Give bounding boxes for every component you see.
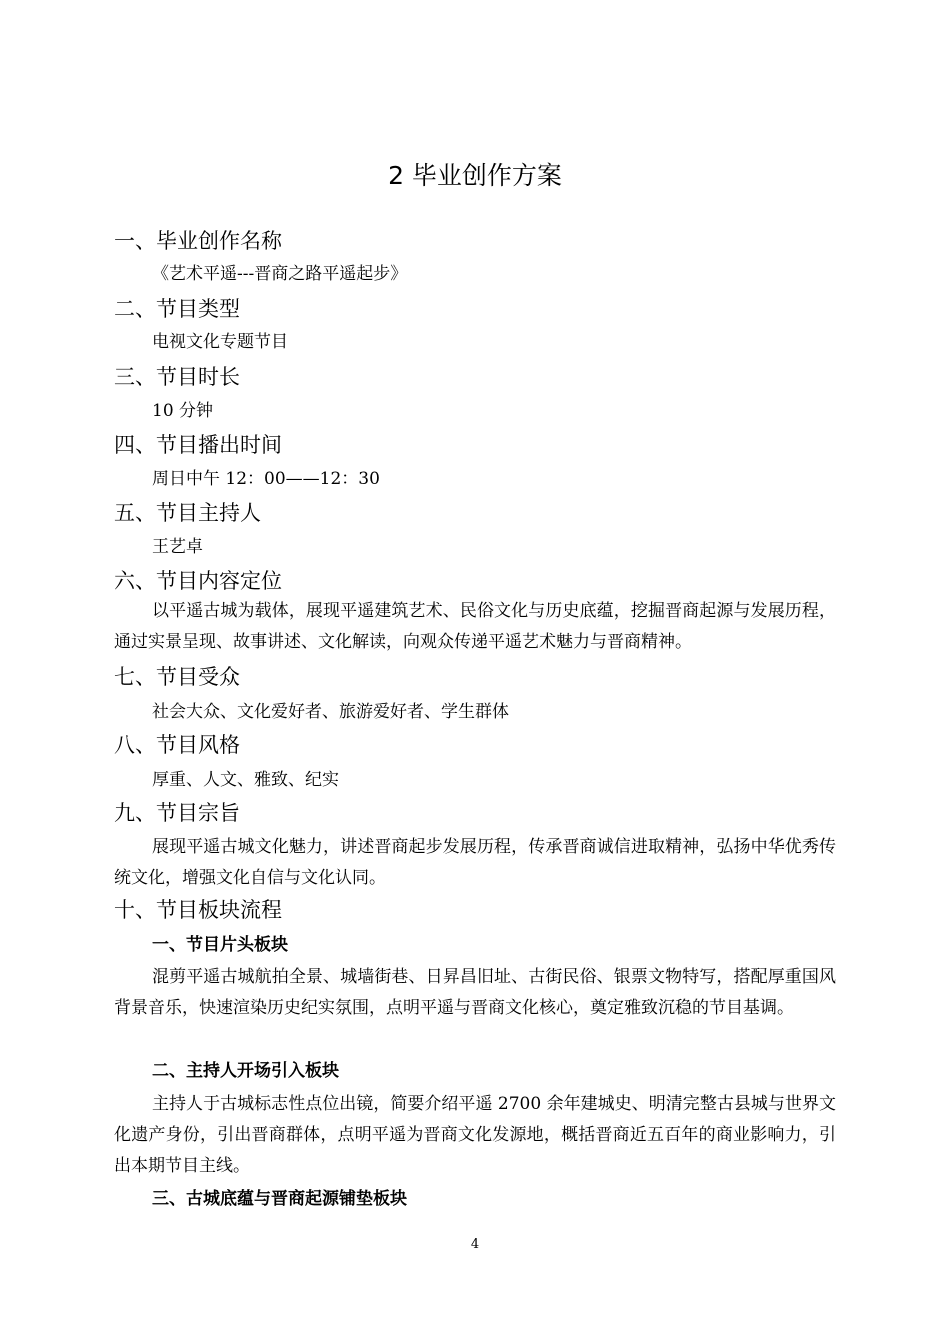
section-body-airtime: 周日中午 12：00——12：30 <box>152 469 380 489</box>
subsection-heading-host-intro: 二、主持人开场引入板块 <box>152 1061 339 1081</box>
section-body-duration: 10 分钟 <box>152 401 214 421</box>
section-heading-positioning: 六、节目内容定位 <box>114 569 282 593</box>
subsection-heading-heritage: 三、古城底蕴与晋商起源铺垫板块 <box>152 1189 407 1209</box>
section-heading-purpose: 九、节目宗旨 <box>114 801 240 825</box>
section-heading-duration: 三、节目时长 <box>114 365 240 389</box>
subsection-body-host-intro: 主持人于古城标志性点位出镜，简要介绍平遥 2700 余年建城史、明清完整古县城与世界文化遗产身份，引出晋商群体，点明平遥为晋商文化发源地，概括晋商近五百年的商业影响力，引出本期节目主线。 <box>114 1094 836 1176</box>
section-heading-flow: 十、节目板块流程 <box>114 898 282 922</box>
section-body-name: 《艺术平遥---晋商之路平遥起步》 <box>152 264 408 284</box>
section-heading-airtime: 四、节目播出时间 <box>114 433 282 457</box>
subsection-heading-opening: 一、节目片头板块 <box>152 935 288 955</box>
section-heading-host: 五、节目主持人 <box>114 501 261 525</box>
section-body-purpose: 展现平遥古城文化魅力，讲述晋商起步发展历程，传承晋商诚信进取精神，弘扬中华优秀传统文化，增强文化自信与文化认同。 <box>114 837 836 888</box>
page-number: 4 <box>470 1237 480 1252</box>
section-body-positioning: 以平遥古城为载体，展现平遥建筑艺术、民俗文化与历史底蕴，挖掘晋商起源与发展历程，通过实景呈现、故事讲述、文化解读，向观众传递平遥艺术魅力与晋商精神。 <box>114 601 836 652</box>
section-heading-name: 一、毕业创作名称 <box>114 229 282 253</box>
section-heading-audience: 七、节目受众 <box>114 665 240 689</box>
subsection-body-opening: 混剪平遥古城航拍全景、城墙街巷、日昇昌旧址、古街民俗、银票文物特写，搭配厚重国风背景音乐，快速渲染历史纪实氛围，点明平遥与晋商文化核心，奠定雅致沉稳的节目基调。 <box>114 967 836 1018</box>
section-body-style: 厚重、人文、雅致、纪实 <box>152 770 339 790</box>
section-heading-style: 八、节目风格 <box>114 733 240 757</box>
page-title: 2 毕业创作方案 <box>388 161 562 190</box>
section-body-type: 电视文化专题节目 <box>152 332 288 352</box>
section-heading-type: 二、节目类型 <box>114 297 240 321</box>
section-body-host: 王艺卓 <box>152 537 203 557</box>
section-body-audience: 社会大众、文化爱好者、旅游爱好者、学生群体 <box>152 702 509 722</box>
